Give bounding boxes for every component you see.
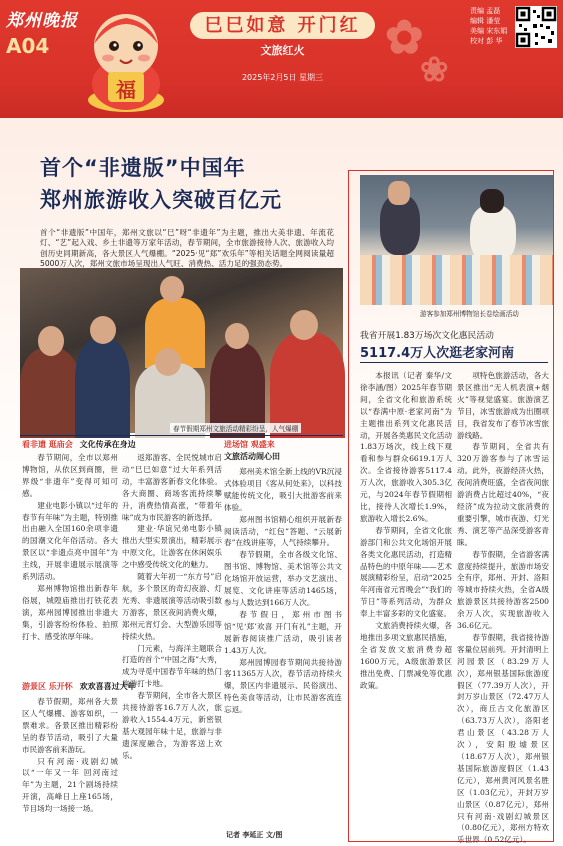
editor-line: 编辑 潘莹 — [470, 17, 501, 25]
section-heading-text: 文旅活动闹心田 — [224, 452, 280, 461]
paragraph: 建业·华谊兄弟电影小镇推出大型实景演出，精彩展示中原文化，让游客在休闲娱乐之中感受传统文化的魅力。 — [122, 524, 222, 570]
article-column — [122, 452, 222, 842]
header-decoration: ❀ — [420, 50, 449, 90]
side-headline: 5117.4万人次逛老家河南 — [360, 346, 515, 361]
article-column — [22, 696, 118, 842]
editor-line: 责编 孟磊 — [470, 7, 501, 15]
crowd-figure — [38, 326, 64, 356]
crowd-figure — [20, 348, 80, 438]
main-photo — [20, 268, 343, 433]
section-heading — [224, 451, 280, 462]
photo-figure — [480, 189, 504, 213]
section-heading-accent: 看非遗 逛庙会 — [22, 440, 73, 449]
crowd-figure — [90, 316, 116, 344]
painting-canvas — [360, 255, 553, 305]
paragraph: 春节期间，全省文化旅游部门和公共文化场馆开展各类文化惠民活动，打造精品特色的中原年味——艺术展演精彩纷呈，启动“2025年河南省元宵晚会”“我们的节日”等系列活动，为群众奉上丰富多彩的文化盛宴。 — [360, 525, 452, 619]
paragraph: 春节假期，全市各级文化馆、图书馆、博物馆、美术馆等公共文化场馆开放运营，举办文艺演出、展览、文化讲座等活动1465场，参与人数达到166万人次。 — [224, 550, 342, 607]
section-title: 文旅红火 — [260, 44, 305, 57]
page-header — [0, 0, 563, 118]
section-heading-accent: 游景区 乐开怀 — [22, 682, 73, 691]
paragraph: 项特色旅游活动，各大景区推出“无人机表演+烟火”等视觉盛宴。旅游演艺节目，冰雪旅游成为出圈项目，我省发布了春节冰雪旅游线路。 — [457, 371, 549, 440]
side-article-photo — [360, 175, 553, 305]
main-headline-line1: 首个“非遗版”中国年 — [40, 156, 246, 180]
paragraph: 郑州园博园春节期间共接待游客11365万人次，春节活动持续火爆，景区内非遗展示、民俗演出、特色美食等活动，让市民游客流连忘返。 — [224, 657, 342, 715]
section-heading — [22, 681, 136, 692]
main-headline-line2: 郑州旅游收入突破百亿元 — [40, 188, 282, 212]
section-heading — [22, 439, 136, 450]
paragraph: 只有河南·戏剧幻城以“一年又一年 回河南过年”为主题，21个剧场持续开演，高峰日上座165场，节目场均一场接一场。 — [22, 756, 118, 814]
paragraph: 郑州博物馆推出新春年俗展，城隍庙推出打铁花表演，郑州园博园推出非遗大集，引游客纷纷体验、拍照打卡、感受浓厚年味。 — [22, 583, 118, 641]
paragraph: 春节期间，全市各大景区共接待游客16.7万人次，旅游收入1554.4万元，新密银基大观园年味十足，旅游与非遗深度融合，为游客送上欢乐。 — [122, 691, 222, 760]
editor-credits — [470, 6, 510, 46]
main-lead-paragraph: 首个“非遗版”中国年，郑州文旅以“巳”呀“非遗年”为主题，推出大美非遗、年流花灯、“艺”起入戏、乡土非遗等万家年活动，春节期间，全市旅游接待人次、旅游收入均创历史同期新高，各大景区人气爆棚。“2025·见“郑”欢乐年”等相关话题全网阅读量超5000万人次，郑州文旅市场呈现出人气旺、消费热、活力足的强劲态势。 — [40, 228, 334, 269]
header-decoration: ✿ — [385, 10, 424, 64]
article-column — [224, 466, 342, 828]
crowd-figure — [290, 310, 318, 340]
crowd-figure — [75, 338, 130, 438]
side-article-column — [360, 370, 452, 838]
paragraph: 随着大年初一“东方号”启航，多个景区的奇幻夜游、灯光秀、非遗展演等活动吸引数万游客，景区夜间消费火爆，郑州元宵灯会、大型游乐园等持续火热。 — [122, 572, 222, 641]
paragraph: 建业电影小镇以“过年的春节有年味”为主题，特别推出由融入全国160余项非遗的国潮文化年俗活动。各大景区以“非遗点亮中国年”为主线，开展非遗展示展演等系列活动。 — [22, 500, 118, 582]
paragraph: 本报讯（记者 秦华/文 徐李涵/图）2025年春节期间，全省文化和旅游系统以“春满中原·老家河南”为主题推出系列文化惠民活动，开展各类惠民文化活动1.83万场次，线上线下观看和参与群众6619.1万人次。全省接待游客5117.4万人次，旅游收入305.3亿元，与2024年春节假期相比，接待人次增长1.9%，旅游收入增长2.6%。 — [360, 371, 452, 523]
editor-line: 校对 彭 华 — [470, 37, 503, 45]
header-banner: 巳巳如意 开门红 — [190, 12, 375, 39]
section-heading-text: 欢欢喜喜过大年 — [79, 682, 136, 691]
crowd-figure — [160, 276, 184, 302]
side-kicker: 我省开展1.83万场次文化惠民活动 — [360, 331, 494, 341]
side-article-column — [457, 370, 549, 845]
qr-code-icon — [515, 6, 557, 48]
paragraph: 春节假日，郑州市图书馆“见‘郑’欢喜 开门有礼”主题，开展新春阅读推广活动，吸引读者1.43万人次。 — [224, 609, 342, 655]
paragraph: 文旅消费持续火爆，各地推出多项文旅惠民措施，全省发放文旅消费券超1600万元，A级旅游景区推出免费、门票减免等优惠政策。 — [360, 621, 452, 690]
crowd-figure — [225, 323, 249, 349]
publication-date: 2025年2月5日 星期三 — [241, 73, 324, 82]
article-column — [22, 452, 118, 674]
editor-line: 美编 宋东娟 — [470, 27, 508, 35]
divider — [20, 435, 343, 436]
section-heading-accent: 进场馆 观盛来 — [224, 440, 275, 449]
paragraph: 春节假期，全省游客满意度持续提升，旅游市场安全有序，郑州、开封、洛阳等城市持续火热，全省A级旅游景区共接待游客2500余万人次，实现旅游收入36.6亿元。 — [457, 549, 549, 631]
author-credit: 记者 李延正 文/图 — [226, 831, 283, 839]
main-photo-caption: 春节假期郑州文旅活动精彩纷呈，人气爆棚 — [170, 423, 301, 433]
crowd-figure — [155, 348, 181, 376]
section-heading-text: 文化传承在身边 — [79, 440, 136, 449]
paragraph: 春节期间，全省共有320万游客参与了冰雪运动。此外，夜游经济火热，夜间消费旺盛，全省夜间旅游消费占比超过40%，“夜经济”成为拉动文旅消费的重要引擎，城市夜游、灯光秀、演艺等产品深受游客青睐。 — [457, 442, 549, 547]
paragraph: 春节假期，我省接待游客量位居前列。开封清明上河园景区（83.29万人次），郑州银基国际旅游度假区（77.39万人次），开封万岁山景区（72.47万人次），商丘古文化旅游区（63.73万人次），洛阳老君山景区（43.28万人次），安阳殷墟景区（18.67万人次），郑州银基国际旅游度假区（1.43亿元），郑州黄河风景名胜区（1.03亿元），开封万岁山景区（0.87亿元），郑州只有河南·戏剧幻城景区（0.80亿元），郑州方特欢乐世界（0.52亿元）。 — [457, 632, 549, 845]
paragraph: 门元素，与海洋主题联合打造的首个“中国之海”大秀，成为寻觅中国春节年味的热门旅游打卡地。 — [122, 643, 222, 689]
divider — [360, 362, 548, 363]
photo-figure — [388, 181, 410, 205]
side-photo-caption: 游客参加郑州博物馆长卷绘画活动 — [420, 310, 519, 318]
paragraph: 返郑游客、全民悦城市启动“巳巳如意”过大年系列活动，丰富游客新春文化体验。各大商圈、商场客流持续攀升，消费热情高涨，“带着年味”成为市民游客的新选择。 — [122, 453, 222, 522]
page-number: A04 — [6, 34, 50, 58]
section-heading — [224, 439, 275, 450]
paragraph: 春节期间，全市以郑州博物馆，从依区到商圈，世界级“非遗年”变得可知可感。 — [22, 453, 118, 498]
paragraph: 郑州图书馆精心组织开展新春阅读活动，“红包”答题、“云展新春”在线讲座等，人气持续攀升。 — [224, 514, 342, 548]
paragraph: 春节假期，郑州各大景区人气爆棚、游客如织，一票难求。各景区推出精彩纷呈的春节活动，吸引了大量市民游客前来游玩。 — [22, 697, 118, 754]
mascot-fortune-text: 福 — [116, 78, 136, 102]
paragraph: 郑州美术馆全新上线的VR沉浸式体验项目《客从何处来》，以科技赋能传统文化，吸引大批游客前来体验。 — [224, 467, 342, 512]
newspaper-name: 郑州晚报 — [6, 11, 78, 31]
